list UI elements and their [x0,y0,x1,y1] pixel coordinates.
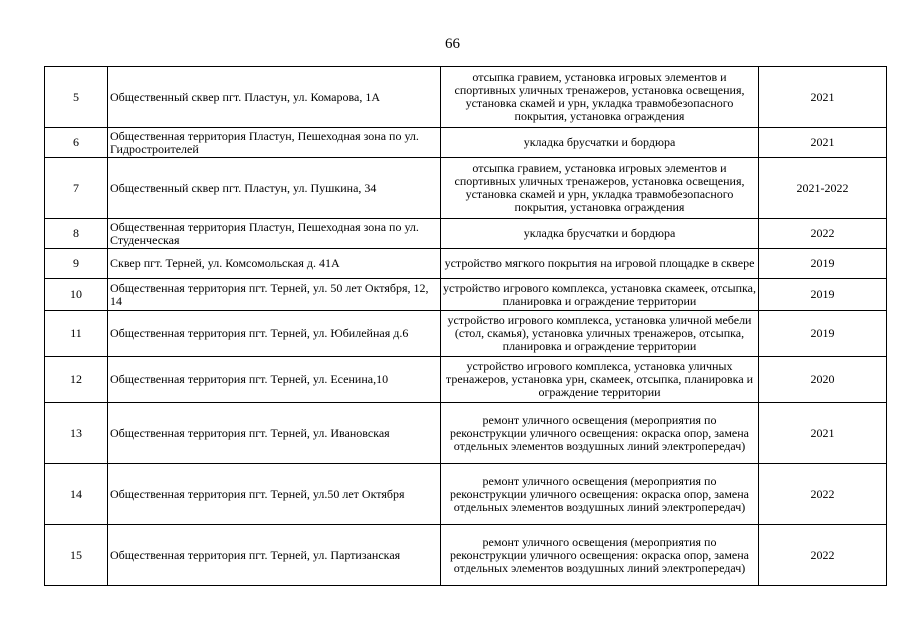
table-row [45,464,887,525]
works-description: ремонт уличного освещения (мероприятия по реконструкции уличного освещения: окраска опор, замена отдельных элементов воздушных линий электропередач) [441,403,759,464]
works-description: ремонт уличного освещения (мероприятия по реконструкции уличного освещения: окраска опор, замена отдельных элементов воздушных линий электропередач) [441,464,759,525]
object-name: Общественная территория пгт. Терней, ул. Есенина,10 [108,357,441,403]
year: 2021-2022 [759,158,887,219]
works-description: устройство мягкого покрытия на игровой площадке в сквере [441,249,759,279]
year: 2022 [759,219,887,249]
improvement-objects-table [44,66,887,586]
year: 2020 [759,357,887,403]
year: 2019 [759,249,887,279]
table-row [45,67,887,128]
object-name: Общественный сквер пгт. Пластун, ул. Пушкина, 34 [108,158,441,219]
works-description: устройство игрового комплекса, установка уличных тренажеров, установка урн, скамеек, отсыпка, планировка и ограждение территории [441,357,759,403]
object-name: Общественная территория пгт. Терней, ул. 50 лет Октября, 12, 14 [108,279,441,311]
table-row [45,403,887,464]
row-number: 8 [45,219,108,249]
works-description: отсыпка гравием, установка игровых элементов и спортивных уличных тренажеров, установка освещения, установка скамей и урн, укладка травмобезопасного покрытия, установка ограждения [441,158,759,219]
table-row [45,311,887,357]
table-row [45,279,887,311]
object-name: Общественная территория пгт. Терней, ул. Юбилейная д.6 [108,311,441,357]
object-name: Общественная территория пгт. Терней, ул. Ивановская [108,403,441,464]
row-number: 9 [45,249,108,279]
row-number: 5 [45,67,108,128]
row-number: 11 [45,311,108,357]
object-name: Общественная территория пгт. Терней, ул. Партизанская [108,525,441,586]
object-name: Общественный сквер пгт. Пластун, ул. Комарова, 1А [108,67,441,128]
row-number: 13 [45,403,108,464]
year: 2022 [759,525,887,586]
row-number: 7 [45,158,108,219]
object-name: Сквер пгт. Терней, ул. Комсомольская д. 41А [108,249,441,279]
works-description: ремонт уличного освещения (мероприятия по реконструкции уличного освещения: окраска опор, замена отдельных элементов воздушных линий электропередач) [441,525,759,586]
row-number: 6 [45,128,108,158]
object-name: Общественная территория Пластун, Пешеходная зона по ул. Гидростроителей [108,128,441,158]
table-row [45,525,887,586]
works-description: устройство игрового комплекса, установка уличной мебели (стол, скамья), установка уличных тренажеров, отсыпка, планировка и ограждение территории [441,311,759,357]
year: 2021 [759,403,887,464]
works-description: укладка брусчатки и бордюра [441,219,759,249]
table-row [45,158,887,219]
table-row [45,128,887,158]
object-name: Общественная территория Пластун, Пешеходная зона по ул. Студенческая [108,219,441,249]
table-row [45,249,887,279]
row-number: 10 [45,279,108,311]
works-description: отсыпка гравием, установка игровых элементов и спортивных уличных тренажеров, установка освещения, установка скамей и урн, укладка травмобезопасного покрытия, установка ограждения [441,67,759,128]
table-row [45,357,887,403]
page-number: 66 [445,36,460,52]
year: 2019 [759,279,887,311]
year: 2022 [759,464,887,525]
row-number: 12 [45,357,108,403]
year: 2021 [759,67,887,128]
year: 2021 [759,128,887,158]
works-description: устройство игрового комплекса, установка скамеек, отсыпка, планировка и ограждение территории [441,279,759,311]
year: 2019 [759,311,887,357]
row-number: 14 [45,464,108,525]
object-name: Общественная территория пгт. Терней, ул.50 лет Октября [108,464,441,525]
row-number: 15 [45,525,108,586]
works-description: укладка брусчатки и бордюра [441,128,759,158]
table-row [45,219,887,249]
